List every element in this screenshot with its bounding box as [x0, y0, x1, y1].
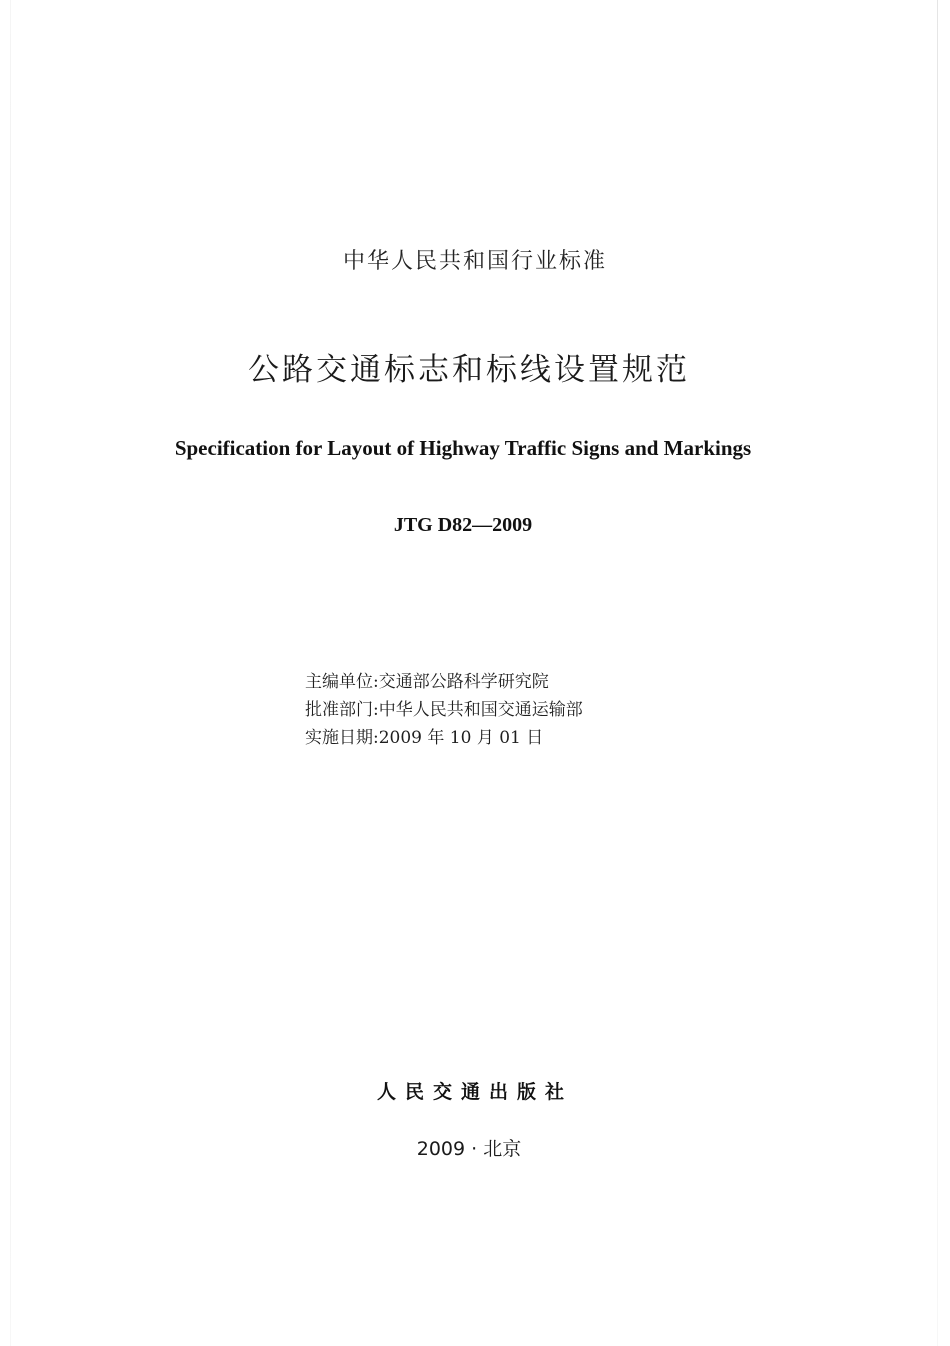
standard-category: 中华人民共和国行业标准 — [342, 249, 607, 274]
standard-code: JTG D82—2009 — [393, 514, 533, 536]
title-chinese: 公路交通标志和标线设置规范 — [248, 352, 690, 388]
effective-date: 实施日期:2009 年 10 月 01 日 — [305, 728, 544, 748]
editor-unit: 主编单位:交通部公路科学研究院 — [305, 672, 549, 692]
publication-year-place: 2009 · 北京 — [416, 1138, 522, 1160]
title-english: Specification for Layout of Highway Traffic Signs and Markings — [174, 436, 752, 460]
publisher-name: 人民交通出版社 — [376, 1081, 573, 1103]
publication-info — [305, 668, 583, 752]
approving-department: 批准部门:中华人民共和国交通运输部 — [305, 700, 583, 720]
